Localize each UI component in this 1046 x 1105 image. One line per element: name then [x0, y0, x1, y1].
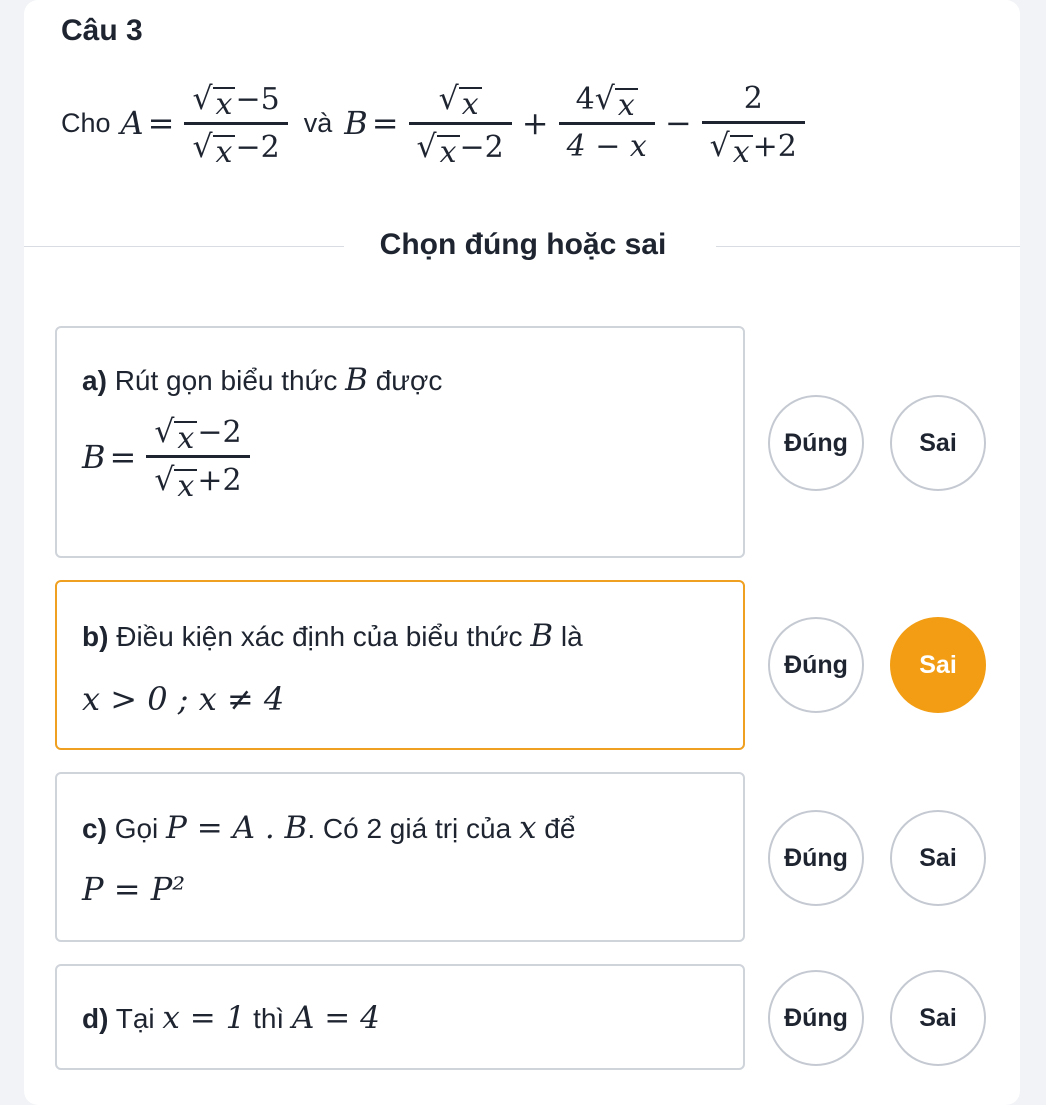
B-symbol: B — [344, 104, 368, 142]
divider-right — [716, 246, 1020, 247]
statement-c-false-button[interactable]: Sai — [890, 810, 986, 906]
A-symbol: A — [120, 104, 144, 142]
statement-b-condition: x > 0 ; x ≠ 4 — [82, 680, 285, 718]
statement-a-false-button[interactable]: Sai — [890, 395, 986, 491]
intro-cho: Cho — [61, 107, 111, 138]
statement-a-formula: B = √ x −2 √ x +2 — [82, 410, 256, 503]
statement-d-true-button[interactable]: Đúng — [768, 970, 864, 1066]
B-term-1: √ x √ x −2 — [409, 77, 512, 170]
statement-c-true-button[interactable]: Đúng — [768, 810, 864, 906]
statement-a-text: a) Rút gọn biểu thức B được — [82, 362, 443, 398]
statement-d-text: d) Tại x = 1 thì A = 4 — [82, 1000, 380, 1036]
statement-b — [55, 580, 745, 750]
statement-d-false-button[interactable]: Sai — [890, 970, 986, 1066]
section-title: Chọn đúng hoặc sai — [379, 228, 667, 261]
statement-b-false-button[interactable]: Sai — [890, 617, 986, 713]
B-term-2: 4 √ x 4 − x — [559, 77, 655, 169]
statement-a-true-button[interactable]: Đúng — [768, 395, 864, 491]
A-fraction: √ x −5 √ x −2 — [184, 77, 287, 170]
B-term-3: 2 √ x +2 — [702, 77, 805, 169]
statement-c — [55, 772, 745, 942]
intro-va: và — [303, 107, 333, 138]
question-statement: Cho A = √ x −5 √ x −2 và B = √ x √ x −2 + 4 √ x 4 − x − 2 √ x +2 — [61, 58, 991, 188]
statement-c-text: c) Gọi P = A . B. Có 2 giá trị của x để — [82, 810, 576, 846]
statement-b-true-button[interactable]: Đúng — [768, 617, 864, 713]
question-title: Câu 3 — [61, 14, 143, 47]
statement-b-text: b) Điều kiện xác định của biểu thức B là — [82, 618, 583, 654]
statement-c-formula: P = P² — [82, 870, 186, 908]
